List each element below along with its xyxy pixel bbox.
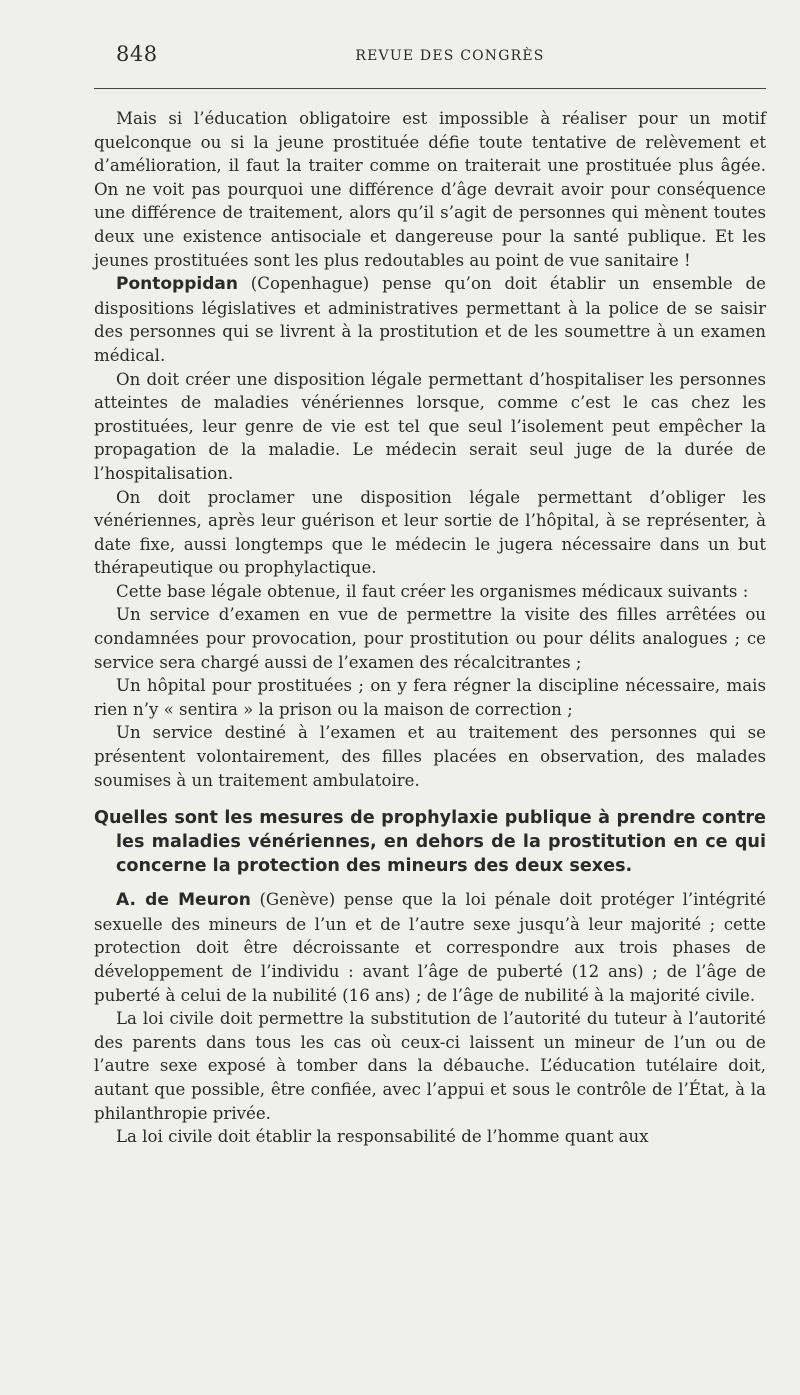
paragraph-text: (Copenhague) pense qu’on doit établir un ensemble de dispositions législatives et administratives permettant à la police de se saisir des personnes qui se livrent à la prostitution et de les soumettre à un examen médical.	[94, 274, 766, 365]
paragraph	[94, 674, 766, 721]
paragraph-text: On doit créer une disposition légale permettant d’hospitaliser les personnes atteintes de maladies vénériennes lorsque, comme c’est le cas chez les prostituées, leur genre de vie est tel que seul l’isolement peut empêcher la propagation de la maladie. Le médecin serait seul juge de la durée de l’hospitalisation.	[94, 369, 766, 483]
paragraph-text: Un hôpital pour prostituées ; on y fera régner la discipline nécessaire, mais rien n’y « sentira » la prison ou la maison de correction ;	[94, 676, 766, 719]
paragraph-text: La loi civile doit permettre la substitution de l’autorité du tuteur à l’autorité des parents dans tous les cas où ceux-ci laissent un mineur de l’un ou de l’autre sexe exposé à tomber dans la débauche. L’éducation tutélaire doit, autant que possible, être confiée, avec l’appui et sous le contrôle de l’État, à la philanthropie privée.	[94, 1009, 766, 1123]
paragraph	[94, 580, 766, 604]
paragraph-text: (Genève) pense que la loi pénale doit protéger l’intégrité sexuelle des mineurs de l’un et de l’autre sexe jusqu’à leur majorité ; cette protection doit être décroissante et correspondre aux trois phases de développement de l’individu : avant l’âge de puberté (12 ans) ; de l’âge de puberté à celui de la nubilité (16 ans) ; de l’âge de nubilité à la majorité civile.	[94, 890, 766, 1005]
running-title: REVUE DES CONGRÈS	[355, 48, 545, 64]
body-text	[94, 107, 766, 1149]
paragraph-text: Mais si l’éducation obligatoire est impossible à réaliser pour un motif quelconque ou si la jeune prostituée défie toute tentative de relèvement et d’amélioration, il faut la traiter comme on traiterait une prostituée plus âgée. On ne voit pas pourquoi une différence d’âge devrait avoir pour conséquence une différence de traitement, alors qu’il s’agit de personnes qui mènent toutes deux une existence antisociale et dangereuse pour la santé publique. Et les jeunes prostituées sont les plus redoutables au point de vue sanitaire !	[94, 109, 766, 270]
speaker-name: A. de Meuron	[116, 890, 251, 911]
speaker-name: Pontoppidan	[116, 274, 238, 295]
section-heading: Quelles sont les mesures de prophylaxie publique à prendre contre les maladies vénériennes, en dehors de la prostitution en ce qui concerne la protection des mineurs des deux sexes.	[94, 808, 766, 877]
paragraph-text: On doit proclamer une disposition légale permettant d’obliger les vénériennes, après leur guérison et leur sortie de l’hôpital, à se représenter, à date fixe, aussi longtemps que le médecin le jugera nécessaire dans un but thérapeutique ou prophylactique.	[94, 487, 766, 578]
paragraph	[94, 721, 766, 792]
page-header	[94, 40, 766, 74]
header-rule	[94, 88, 766, 89]
paragraph	[94, 486, 766, 580]
paragraph-text: Cette base légale obtenue, il faut créer les organismes médicaux suivants :	[116, 581, 749, 601]
paragraph	[94, 888, 766, 1007]
paragraph	[94, 272, 766, 367]
paragraph	[94, 603, 766, 674]
paragraph-text: Un service d’examen en vue de permettre la visite des filles arrêtées ou condamnées pour provocation, pour prostitution ou pour délits analogues ; ce service sera chargé aussi de l’examen des récalcitrantes ;	[94, 605, 766, 672]
paragraph-text: La loi civile doit établir la responsabilité de l’homme quant aux	[116, 1127, 649, 1147]
page-number: 848	[116, 42, 158, 66]
paragraph	[94, 107, 766, 272]
paragraph	[94, 1125, 766, 1149]
paragraph	[94, 1007, 766, 1125]
paragraph-text: Un service destiné à l’examen et au traitement des personnes qui se présentent volontairement, des filles placées en observation, des malades soumises à un traitement ambulatoire.	[94, 723, 766, 790]
paragraph	[94, 368, 766, 486]
